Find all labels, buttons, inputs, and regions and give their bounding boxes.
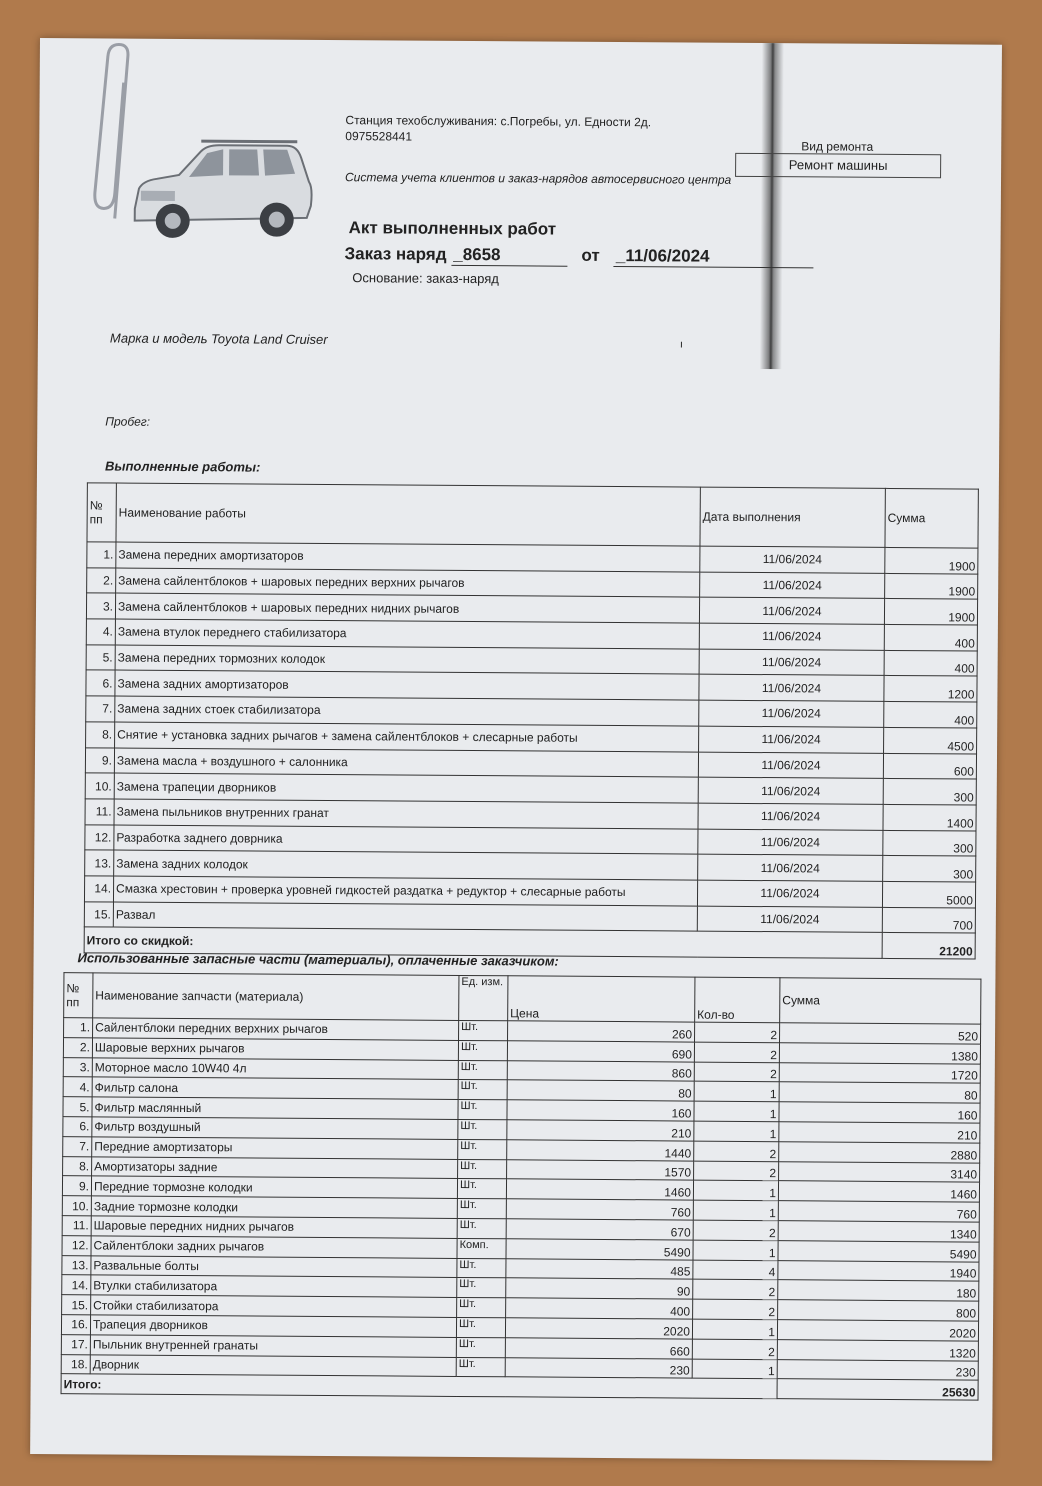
parts-row-sum: 800	[778, 1300, 979, 1321]
works-row-no: 15.	[84, 901, 113, 927]
parts-row-unit: Шт.	[457, 1258, 506, 1278]
parts-row-no: 5.	[63, 1097, 92, 1117]
works-row-sum: 1900	[885, 573, 978, 599]
works-row-name: Замена пыльников внутренних гранат	[114, 799, 698, 829]
parts-row-no: 6.	[63, 1117, 92, 1137]
works-row-name: Разработка заднего доврника	[114, 825, 698, 855]
works-row-sum: 400	[884, 702, 977, 728]
works-row-sum: 300	[883, 830, 976, 856]
works-row-date: 11/06/2024	[697, 880, 882, 907]
works-row-date: 11/06/2024	[699, 597, 884, 624]
works-row-name: Снятие + установка задних рычагов + замена сайлентблоков + слесарные работы	[115, 722, 699, 752]
parts-row-price: 5490	[506, 1239, 693, 1260]
works-row-date: 11/06/2024	[698, 829, 883, 856]
works-row-no: 5.	[86, 645, 115, 671]
parts-row-price: 80	[507, 1080, 694, 1101]
works-row-date: 11/06/2024	[699, 649, 884, 676]
parts-row-no: 12.	[62, 1235, 91, 1255]
parts-row-sum: 2880	[779, 1141, 980, 1162]
parts-row-price: 90	[506, 1278, 693, 1299]
parts-row-no: 4.	[63, 1077, 92, 1097]
works-header-row	[87, 483, 978, 548]
parts-row-qty: 1	[693, 1200, 778, 1220]
parts-row-qty: 1	[692, 1319, 777, 1339]
works-row-name: Развал	[113, 902, 697, 932]
works-row-name: Замена передних амортизаторов	[116, 542, 700, 572]
works-row-sum: 1400	[883, 804, 976, 830]
works-row-sum: 1200	[884, 676, 977, 702]
works-row-date: 11/06/2024	[699, 623, 884, 650]
parts-row-unit: Шт.	[457, 1298, 506, 1318]
parts-table	[61, 972, 982, 1401]
parts-header-row	[64, 973, 981, 1024]
parts-row-name: Амортизаторы задние	[92, 1156, 458, 1178]
works-row-date: 11/06/2024	[699, 675, 884, 702]
parts-row-name: Фильтр воздушный	[92, 1117, 458, 1139]
works-row-name: Смазка хрестовин + проверка уровней гидкостей раздатка + редуктор + слесарные работы	[113, 876, 697, 906]
parts-row-unit: Шт.	[458, 1080, 507, 1100]
parts-row-sum: 3140	[779, 1161, 980, 1182]
station-phone: 0975528441	[345, 129, 413, 144]
works-row-date: 11/06/2024	[700, 546, 885, 573]
parts-row-no: 2.	[63, 1037, 92, 1057]
parts-row-name: Передние амортизаторы	[92, 1137, 458, 1159]
parts-row-unit: Шт.	[456, 1357, 505, 1377]
parts-row-price: 400	[506, 1298, 693, 1319]
works-row-sum: 1900	[885, 547, 978, 573]
act-title: Акт выполненных работ	[348, 218, 557, 239]
parts-row-unit: Шт.	[458, 1159, 507, 1179]
parts-row-name: Фильтр салона	[92, 1077, 458, 1099]
works-row-sum: 300	[883, 856, 976, 882]
parts-row-qty: 2	[692, 1339, 777, 1359]
works-row-sum: 400	[884, 650, 977, 676]
parts-row-qty: 1	[694, 1101, 779, 1121]
mileage-label: Пробег:	[105, 414, 151, 429]
parts-row-price: 690	[507, 1041, 694, 1062]
works-row-date: 11/06/2024	[698, 854, 883, 881]
order-date: _11/06/2024	[614, 246, 814, 268]
works-row-no: 6.	[86, 670, 115, 696]
works-row-date: 11/06/2024	[698, 752, 883, 779]
parts-row-unit: Шт.	[456, 1317, 505, 1337]
system-title: Система учета клиентов и заказ-нарядов автосервисного центра	[344, 170, 732, 187]
parts-row-name: Шаровые передних нидних рычагов	[91, 1216, 457, 1238]
parts-row-unit: Шт.	[457, 1179, 506, 1199]
works-header-no: № пп	[87, 483, 116, 542]
parts-header-no: № пп	[64, 973, 93, 1018]
parts-row-sum: 5490	[778, 1240, 979, 1261]
works-row-name: Замена втулок переднего стабилизатора	[115, 619, 699, 649]
parts-row-price: 1460	[506, 1179, 693, 1200]
works-header-sum: Сумма	[885, 488, 978, 548]
parts-row-sum: 230	[777, 1359, 978, 1380]
parts-row-unit: Шт.	[456, 1337, 505, 1357]
works-row-no: 11.	[85, 799, 114, 825]
parts-row-unit: Шт.	[458, 1040, 507, 1060]
parts-row-price: 485	[506, 1258, 693, 1279]
parts-row-sum: 1340	[778, 1221, 979, 1242]
works-row-no: 8.	[86, 722, 115, 748]
works-row-name: Замена трапеции дворников	[114, 773, 698, 803]
parts-row-name: Фильтр маслянный	[92, 1097, 458, 1119]
parts-row-price: 1570	[507, 1159, 694, 1180]
parts-row-name: Задние тормозне колодки	[91, 1196, 457, 1218]
works-row-sum: 5000	[882, 881, 975, 907]
works-row-sum: 4500	[884, 727, 977, 753]
parts-row-name: Сайлентблоки задних рычагов	[91, 1236, 457, 1258]
parts-header-qty: Кол-во	[695, 977, 780, 1023]
works-row-sum: 300	[883, 779, 976, 805]
parts-row-name: Дворник	[90, 1354, 456, 1376]
works-row-date: 11/06/2024	[698, 777, 883, 804]
parts-row-unit: Шт.	[458, 1119, 507, 1139]
parts-row-no: 7.	[63, 1136, 92, 1156]
parts-row-qty: 2	[694, 1161, 779, 1181]
parts-row-no: 8.	[63, 1156, 92, 1176]
works-row-no: 13.	[85, 850, 114, 876]
order-label: Заказ наряд	[344, 244, 447, 264]
parts-title: Использованные запасные части (материалы), оплаченные заказчиком:	[77, 950, 559, 969]
parts-row-price: 230	[505, 1357, 692, 1378]
parts-row-unit: Шт.	[459, 1020, 508, 1040]
works-row-sum: 600	[883, 753, 976, 779]
parts-row-price: 260	[508, 1021, 695, 1042]
parts-row-name: Передние тормозне колодки	[91, 1176, 457, 1198]
works-total-label: Итого со скидкой:	[84, 927, 882, 958]
parts-row-no: 10.	[62, 1196, 91, 1216]
parts-row-no: 18.	[61, 1354, 90, 1374]
parts-header-price: Цена	[508, 976, 695, 1022]
parts-row-sum: 160	[779, 1102, 980, 1123]
parts-row-price: 670	[506, 1219, 693, 1240]
parts-row-no: 13.	[62, 1255, 91, 1275]
parts-row-qty: 2	[695, 1022, 780, 1042]
parts-header-unit: Ед. изм.	[459, 975, 508, 1020]
works-row-no: 4.	[86, 619, 115, 645]
parts-row-name: Сайлентблоки передних верхних рычагов	[93, 1018, 459, 1040]
suv-car-icon	[127, 135, 318, 244]
parts-row-name: Стойки стабилизатора	[91, 1295, 457, 1317]
parts-row-unit: Шт.	[457, 1218, 506, 1238]
parts-row-name: Моторное масло 10W40 4л	[92, 1057, 458, 1079]
parts-row-qty: 1	[693, 1240, 778, 1260]
works-header-date: Дата выполнения	[700, 487, 885, 547]
order-number: _8658	[451, 245, 567, 267]
works-row-no: 1.	[87, 542, 116, 568]
works-row-no: 9.	[85, 747, 114, 773]
works-total-value: 21200	[882, 933, 975, 959]
parts-row-no: 9.	[62, 1176, 91, 1196]
repair-type-label: Вид ремонта	[801, 139, 874, 154]
works-row-date: 11/06/2024	[697, 906, 882, 933]
parts-row-price: 160	[507, 1100, 694, 1121]
parts-row-qty: 1	[693, 1180, 778, 1200]
works-row-no: 7.	[86, 696, 115, 722]
parts-row-name: Трапеция дворников	[90, 1315, 456, 1337]
works-row-no: 2.	[87, 568, 116, 594]
parts-row-name: Втулки стабилизатора	[91, 1275, 457, 1297]
parts-row-sum: 2020	[777, 1320, 978, 1341]
parts-row-sum: 210	[779, 1122, 980, 1143]
parts-header-sum: Сумма	[780, 978, 981, 1024]
parts-row-sum: 760	[778, 1201, 979, 1222]
parts-row-price: 2020	[505, 1318, 692, 1339]
parts-row-no: 3.	[63, 1057, 92, 1077]
parts-row-sum: 80	[779, 1082, 980, 1103]
parts-row-name: Развальные болты	[91, 1255, 457, 1277]
works-row-date: 11/06/2024	[699, 726, 884, 753]
works-table	[84, 482, 979, 959]
parts-row-qty: 1	[694, 1081, 779, 1101]
station-info	[345, 112, 651, 146]
parts-total-value: 25630	[777, 1379, 978, 1400]
works-row-name: Замена задних колодок	[114, 850, 698, 880]
parts-row-no: 11.	[62, 1216, 91, 1236]
parts-row-sum: 520	[780, 1023, 981, 1044]
parts-row-qty: 2	[693, 1299, 778, 1319]
parts-row-sum: 180	[778, 1280, 979, 1301]
works-row-date: 11/06/2024	[698, 803, 883, 830]
parts-row-no: 1.	[64, 1018, 93, 1038]
works-row-name: Замена масла + воздушного + салонника	[114, 748, 698, 778]
parts-row-unit: Шт.	[458, 1100, 507, 1120]
works-row-date: 11/06/2024	[699, 700, 884, 727]
parts-row-price: 860	[507, 1060, 694, 1081]
parts-header-name: Наименование запчасти (материала)	[93, 973, 459, 1021]
works-row-sum: 700	[882, 907, 975, 933]
parts-row-unit: Шт.	[457, 1278, 506, 1298]
works-row-sum: 400	[884, 624, 977, 650]
parts-row-name: Шаровые верхних рычагов	[92, 1038, 458, 1060]
works-row-no: 10.	[85, 773, 114, 799]
parts-row-qty: 2	[694, 1042, 779, 1062]
parts-row-name: Пыльник внутренней гранаты	[90, 1335, 456, 1357]
parts-row-no: 16.	[61, 1315, 90, 1335]
parts-row-price: 660	[505, 1338, 692, 1359]
parts-row-price: 760	[506, 1199, 693, 1220]
parts-row-qty: 2	[693, 1220, 778, 1240]
parts-row-qty: 1	[694, 1121, 779, 1141]
parts-row-unit: Шт.	[457, 1199, 506, 1219]
works-row-name: Замена сайлентблоков + шаровых передних нидних рычагов	[115, 593, 699, 623]
works-row-name: Замена передних тормозних колодок	[115, 645, 699, 675]
parts-total-label: Итого:	[61, 1374, 777, 1399]
works-row-name: Замена задних амортизаторов	[115, 670, 699, 700]
parts-row-qty: 2	[694, 1062, 779, 1082]
paperclip-icon	[87, 42, 132, 222]
station-address: Станция техобслуживания: с.Погребы, ул. Едности 2д.	[345, 113, 652, 130]
works-row-name: Замена задних стоек стабилизатора	[115, 696, 699, 726]
parts-row-unit: Шт.	[458, 1060, 507, 1080]
works-row-no: 14.	[84, 876, 113, 902]
order-line	[344, 244, 814, 268]
from-label: от	[581, 245, 600, 265]
works-row-date: 11/06/2024	[700, 572, 885, 599]
parts-row-no: 14.	[62, 1275, 91, 1295]
parts-row-unit: Шт.	[458, 1139, 507, 1159]
works-row-name: Замена сайлентблоков + шаровых передних верхних рычагов	[116, 568, 700, 598]
print-streak	[760, 43, 784, 369]
stray-mark: ı	[679, 338, 683, 351]
parts-row-unit: Комп.	[457, 1238, 506, 1258]
parts-row-sum: 1320	[777, 1339, 978, 1360]
brand-model: Марка и модель Toyota Land Cruiser	[109, 330, 328, 348]
parts-row-no: 15.	[62, 1295, 91, 1315]
parts-row-sum: 1940	[778, 1260, 979, 1281]
parts-row-price: 1440	[507, 1140, 694, 1161]
basis: Основание: заказ-наряд	[352, 270, 499, 287]
parts-row-sum: 1460	[778, 1181, 979, 1202]
parts-row-no: 17.	[61, 1334, 90, 1354]
parts-row-qty: 2	[694, 1141, 779, 1161]
repair-type-value: Ремонт машины	[735, 153, 941, 178]
works-row-no: 3.	[86, 593, 115, 619]
works-title: Выполненные работы:	[104, 458, 261, 475]
parts-row-price: 210	[507, 1120, 694, 1141]
parts-row-sum: 1720	[779, 1062, 980, 1083]
parts-row-qty: 2	[693, 1279, 778, 1299]
document-sheet	[30, 38, 1002, 1461]
works-header-name: Наименование работы	[116, 483, 700, 546]
works-row-sum: 1900	[884, 599, 977, 625]
works-row-no: 12.	[85, 824, 114, 850]
parts-row-qty: 4	[693, 1260, 778, 1280]
parts-row-qty: 1	[692, 1359, 777, 1379]
parts-row-sum: 1380	[779, 1042, 980, 1063]
